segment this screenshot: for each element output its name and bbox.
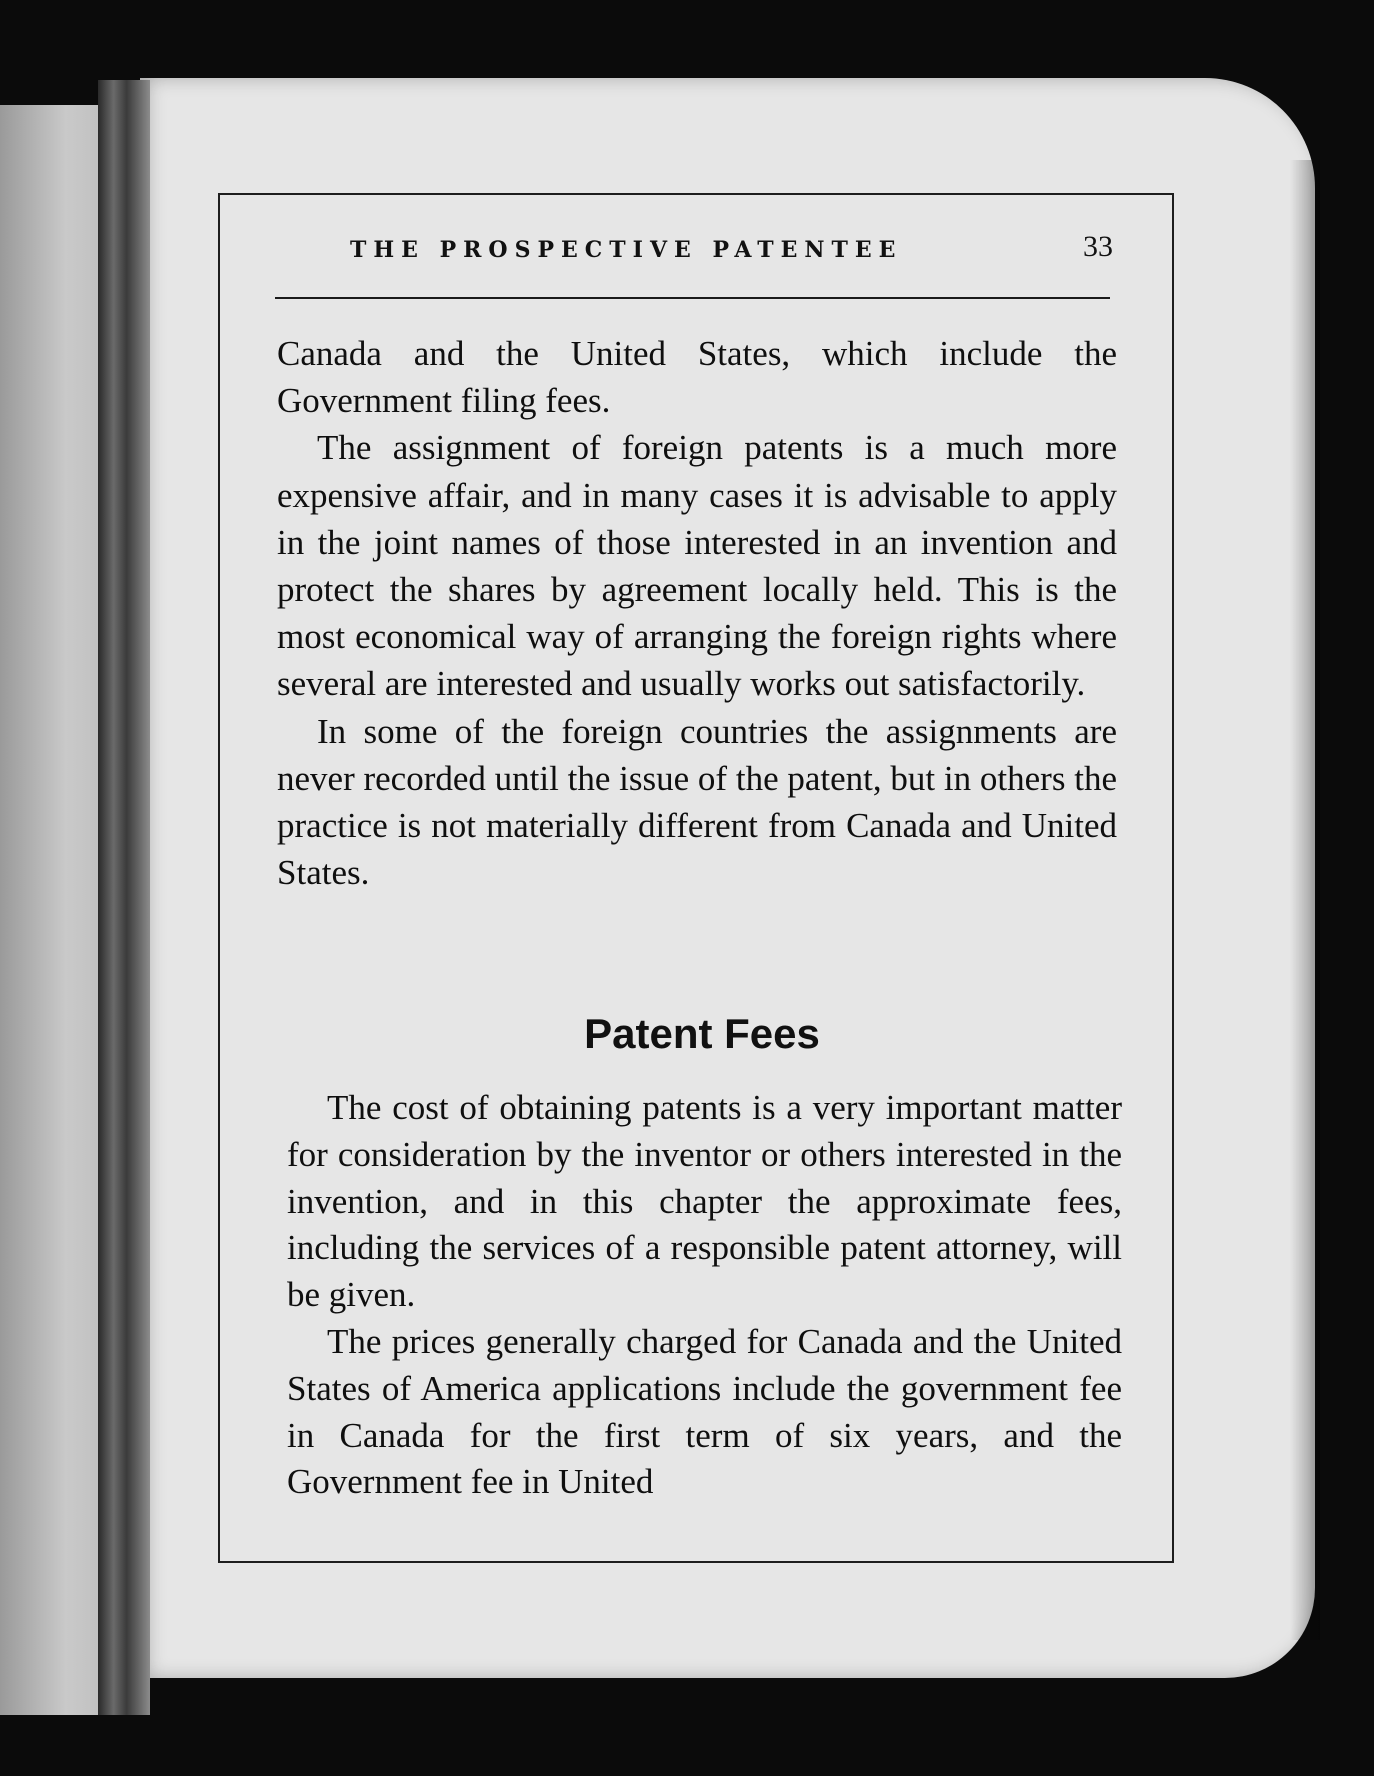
- paragraph: The assignment of foreign patents is a much more expensive affair, and in many cases it is advisable to apply in the joint names of those interested in an invention and protect the shares by agreement locally held. This is the most economical way of arranging the foreign rights where several are interested and usually works out satisfactorily.: [277, 428, 1117, 704]
- paragraph: The cost of obtaining patents is a very important matter for consideration by the inventor or others interested in the invention, and in this chapter the approximate fees, including the services of a responsible patent attorney, will be given.: [287, 1088, 1122, 1315]
- running-head-rule: [275, 297, 1110, 299]
- page-number: 33: [1083, 230, 1113, 263]
- paragraph: The prices generally charged for Canada and the United States of America applications include the government fee in Canada for the first term of six years, and the Government fee in United: [287, 1321, 1122, 1502]
- body-text-top: [277, 330, 1117, 896]
- paragraph: Canada and the United States, which include the Government filing fees.: [277, 334, 1117, 421]
- page-edge-shadow: [1290, 160, 1320, 1640]
- book-gutter: [98, 80, 150, 1715]
- paragraph: In some of the foreign countries the assignments are never recorded until the issue of the patent, but in others the practice is not materially different from Canada and United States.: [277, 711, 1117, 893]
- running-head: [278, 225, 1113, 275]
- section-heading: Patent Fees: [584, 1010, 820, 1057]
- body-text-section: [287, 1085, 1122, 1506]
- running-head-title: THE PROSPECTIVE PATENTEE: [350, 237, 903, 263]
